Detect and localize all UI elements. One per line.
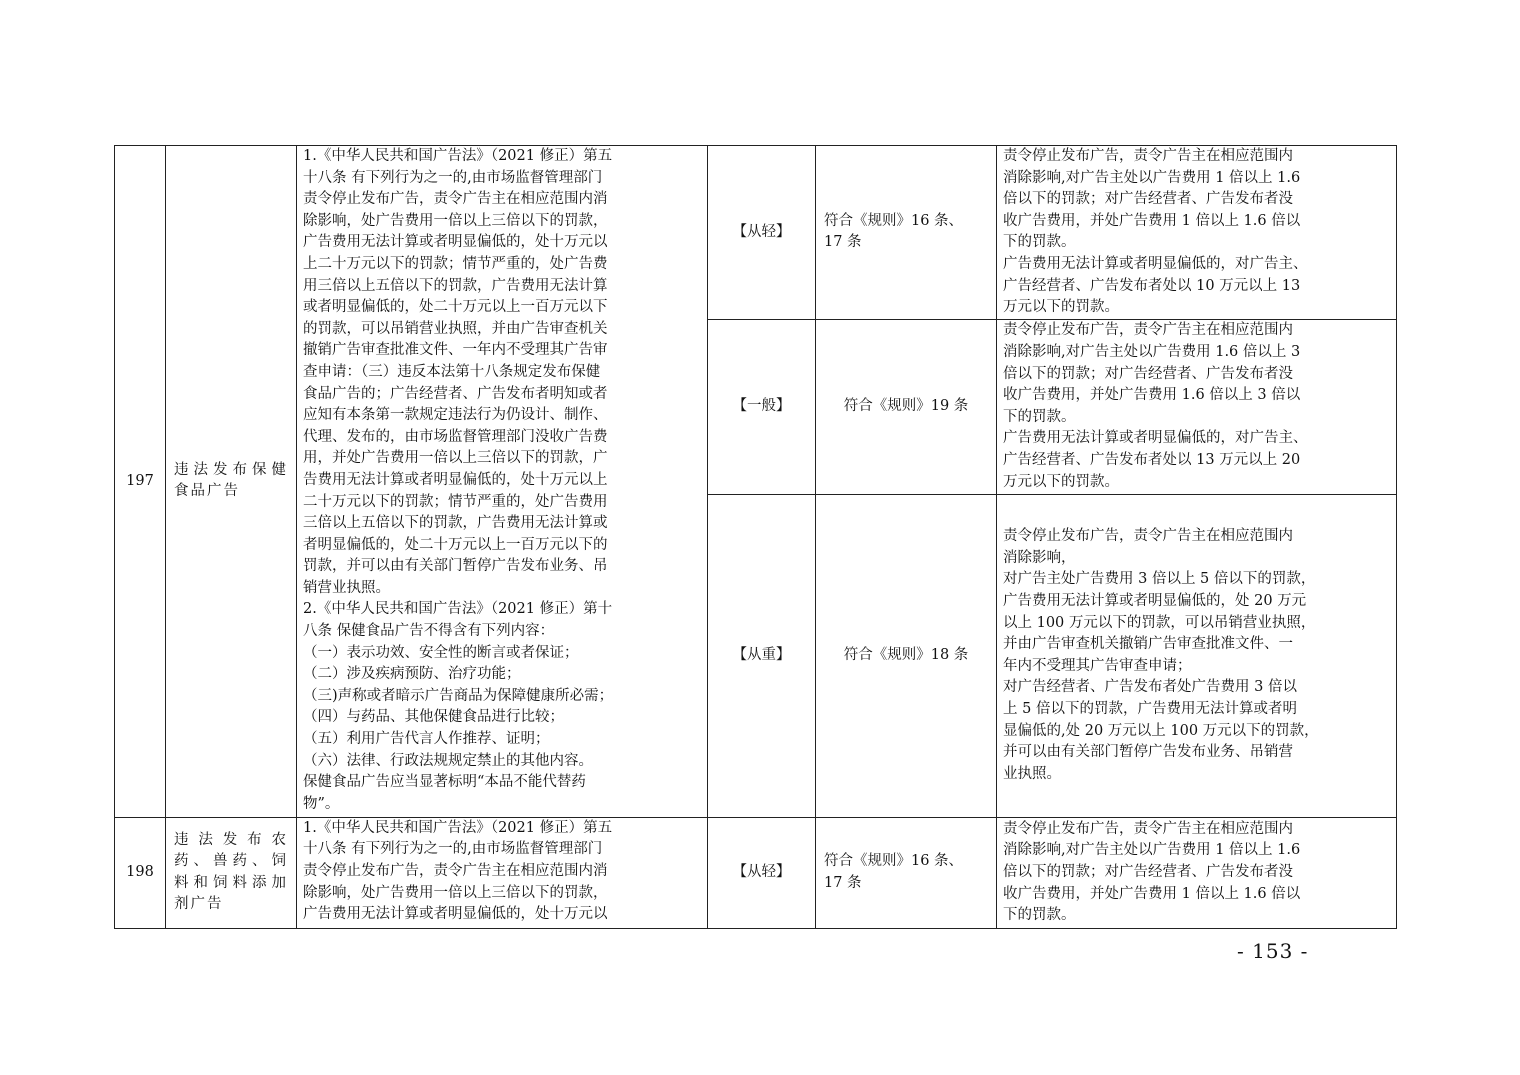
text-line: 符合《规则》16 条、 bbox=[824, 212, 964, 229]
text-line: 消除影响,对广告主处以广告费用 1 倍以上 1.6 bbox=[1003, 842, 1301, 859]
text-line: 物”。 bbox=[303, 795, 340, 812]
text-line: 下的罚款。 bbox=[1003, 408, 1076, 425]
discretion-level-lenient-198: 【从轻】 bbox=[708, 817, 816, 928]
text-line: （六）法律、行政法规规定禁止的其他内容。 bbox=[303, 752, 593, 769]
text-line: 的罚款，可以吊销营业执照，并由广告审查机关 bbox=[303, 320, 608, 337]
text-line: 1.《中华人民共和国广告法》（2021 修正）第五 bbox=[303, 148, 613, 164]
penalty-standards-table bbox=[114, 145, 1397, 929]
text-line: 用三倍以上五倍以下的罚款，广告费用无法计算 bbox=[303, 277, 608, 294]
text-line: 符合《规则》16 条、 bbox=[824, 853, 964, 870]
text-line: 收广告费用，并处广告费用 1.6 倍以上 3 倍以 bbox=[1003, 387, 1301, 404]
text-line: 收广告费用，并处广告费用 1 倍以上 1.6 倍以 bbox=[1003, 885, 1301, 902]
text-line: 广告费用无法计算或者明显偏低的，处十万元以 bbox=[303, 234, 608, 251]
row-number-198: 198 bbox=[115, 817, 166, 928]
text-line: 消除影响,对广告主处以广告费用 1.6 倍以上 3 bbox=[1003, 343, 1301, 360]
text-line: 消除影响,对广告主处以广告费用 1 倍以上 1.6 bbox=[1003, 169, 1301, 186]
text-line: 八条 保健食品广告不得含有下列内容： bbox=[303, 623, 555, 640]
text-line: 责令停止发布广告，责令广告主在相应范围内 bbox=[1003, 148, 1293, 164]
text-line: （五）利用广告代言人作推荐、证明； bbox=[303, 731, 550, 748]
text-line: 下的罚款。 bbox=[1003, 907, 1076, 924]
row-number-197: 197 bbox=[115, 146, 166, 818]
table-row bbox=[115, 817, 1397, 928]
violation-name-197: 违法发布保健食品广告 bbox=[166, 146, 297, 818]
applicable-rule-lenient-198 bbox=[816, 817, 997, 928]
text-line: 销营业执照。 bbox=[303, 579, 390, 596]
text-line: 除影响，处广告费用一倍以上三倍以下的罚款， bbox=[303, 884, 608, 901]
text-line: 上 5 倍以下的罚款，广告费用无法计算或者明 bbox=[1003, 700, 1297, 717]
text-line: 应知有本条第一款规定违法行为仍设计、制作、 bbox=[303, 407, 608, 424]
text-line: 并由广告审查机关撤销广告审查批准文件、一 bbox=[1003, 636, 1293, 653]
legal-basis-197 bbox=[297, 146, 708, 818]
text-line: 年内不受理其广告审查申请； bbox=[1003, 657, 1192, 674]
text-line: 1.《中华人民共和国广告法》（2021 修正）第五 bbox=[303, 819, 613, 836]
text-line: 者明显偏低的，处二十万元以上一百万元以下的 bbox=[303, 536, 608, 553]
text-line: 除影响，处广告费用一倍以上三倍以下的罚款， bbox=[303, 212, 608, 229]
text-line: 责令停止发布广告，责令广告主在相应范围内 bbox=[1003, 528, 1293, 545]
text-line: 责令停止发布广告，责令广告主在相应范围内 bbox=[1003, 322, 1293, 339]
text-line: 2.《中华人民共和国广告法》（2021 修正）第十 bbox=[303, 601, 613, 618]
text-line: 业执照。 bbox=[1003, 765, 1061, 782]
text-line: 倍以下的罚款；对广告经营者、广告发布者没 bbox=[1003, 365, 1293, 382]
text-line: 上二十万元以下的罚款；情节严重的，处广告费 bbox=[303, 255, 608, 272]
applicable-rule-lenient-197 bbox=[816, 146, 997, 320]
text-line: （一）表示功效、安全性的断言或者保证； bbox=[303, 644, 579, 661]
text-line: 查申请：（三）违反本法第十八条规定发布保健 bbox=[303, 363, 601, 380]
text-line: 用，并处广告费用一倍以上三倍以下的罚款，广 bbox=[303, 450, 608, 467]
applicable-rule-general-197 bbox=[816, 319, 997, 494]
text-line: 倍以下的罚款；对广告经营者、广告发布者没 bbox=[1003, 191, 1293, 208]
text-line: 广告费用无法计算或者明显偏低的，对广告主、 bbox=[1003, 255, 1308, 272]
text-line: 对广告主处广告费用 3 倍以上 5 倍以下的罚款， bbox=[1003, 571, 1316, 588]
text-line: 二十万元以下的罚款；情节严重的，处广告费用 bbox=[303, 493, 608, 510]
text-line: 广告费用无法计算或者明显偏低的，对广告主、 bbox=[1003, 430, 1308, 447]
text-line: 责令停止发布广告，责令广告主在相应范围内 bbox=[1003, 820, 1293, 837]
page-number: - 153 - bbox=[1237, 939, 1309, 963]
text-line: 17 条 bbox=[824, 874, 862, 891]
text-line: （四）与药品、其他保健食品进行比较； bbox=[303, 709, 564, 726]
text-line: 告费用无法计算或者明显偏低的，处十万元以上 bbox=[303, 471, 608, 488]
text-line: 广告费用无法计算或者明显偏低的，处 20 万元 bbox=[1003, 592, 1307, 609]
text-line: 倍以下的罚款；对广告经营者、广告发布者没 bbox=[1003, 863, 1293, 880]
text-line: 或者明显偏低的，处二十万元以上一百万元以下 bbox=[303, 299, 608, 316]
text-line: 显偏低的,处 20 万元以上 100 万元以下的罚款， bbox=[1003, 722, 1319, 739]
text-line: 下的罚款。 bbox=[1003, 234, 1076, 251]
text-line: 三倍以上五倍以下的罚款，广告费用无法计算或 bbox=[303, 515, 608, 532]
penalty-standard-lenient-197 bbox=[997, 146, 1397, 320]
text-line: 万元以下的罚款。 bbox=[1003, 473, 1119, 490]
penalty-standard-severe-197 bbox=[997, 494, 1397, 817]
text-line: 十八条 有下列行为之一的,由市场监督管理部门 bbox=[303, 841, 603, 858]
text-line: 广告费用无法计算或者明显偏低的，处十万元以 bbox=[303, 906, 608, 923]
text-line: 罚款，并可以由有关部门暂停广告发布业务、吊 bbox=[303, 558, 608, 575]
discretion-level-lenient-197: 【从轻】 bbox=[708, 146, 816, 320]
text-line: （三)声称或者暗示广告商品为保障健康所必需； bbox=[303, 687, 614, 704]
legal-basis-198 bbox=[297, 817, 708, 928]
text-line: 符合《规则》19 条 bbox=[843, 397, 969, 414]
text-line: 消除影响， bbox=[1003, 549, 1076, 566]
penalty-standard-general-197 bbox=[997, 319, 1397, 494]
text-line: 17 条 bbox=[824, 234, 862, 251]
text-line: 代理、发布的，由市场监督管理部门没收广告费 bbox=[303, 428, 608, 445]
text-line: 对广告经营者、广告发布者处广告费用 3 倍以 bbox=[1003, 679, 1297, 696]
text-line: 责令停止发布广告，责令广告主在相应范围内消 bbox=[303, 862, 608, 879]
text-line: 万元以下的罚款。 bbox=[1003, 299, 1119, 316]
violation-name-198: 违法发布农药、兽药、饲料和饲料添加剂广告 bbox=[166, 817, 297, 928]
text-line: （二）涉及疾病预防、治疗功能； bbox=[303, 666, 521, 683]
text-line: 撤销广告审查批准文件、一年内不受理其广告审 bbox=[303, 342, 608, 359]
text-line: 保健食品广告应当显著标明“本品不能代替药 bbox=[303, 774, 586, 791]
text-line: 广告经营者、广告发布者处以 10 万元以上 13 bbox=[1003, 277, 1301, 294]
applicable-rule-severe-197 bbox=[816, 494, 997, 817]
text-line: 以上 100 万元以下的罚款，可以吊销营业执照， bbox=[1003, 614, 1316, 631]
text-line: 符合《规则》18 条 bbox=[843, 646, 969, 663]
penalty-standard-lenient-198 bbox=[997, 817, 1397, 928]
discretion-level-general-197: 【一般】 bbox=[708, 319, 816, 494]
text-line: 广告经营者、广告发布者处以 13 万元以上 20 bbox=[1003, 451, 1301, 468]
discretion-level-severe-197: 【从重】 bbox=[708, 494, 816, 817]
text-line: 责令停止发布广告，责令广告主在相应范围内消 bbox=[303, 191, 608, 208]
table-row bbox=[115, 146, 1397, 320]
text-line: 收广告费用，并处广告费用 1 倍以上 1.6 倍以 bbox=[1003, 212, 1301, 229]
text-line: 并可以由有关部门暂停广告发布业务、吊销营 bbox=[1003, 744, 1293, 761]
text-line: 食品广告的；广告经营者、广告发布者明知或者 bbox=[303, 385, 608, 402]
text-line: 十八条 有下列行为之一的,由市场监督管理部门 bbox=[303, 169, 603, 186]
